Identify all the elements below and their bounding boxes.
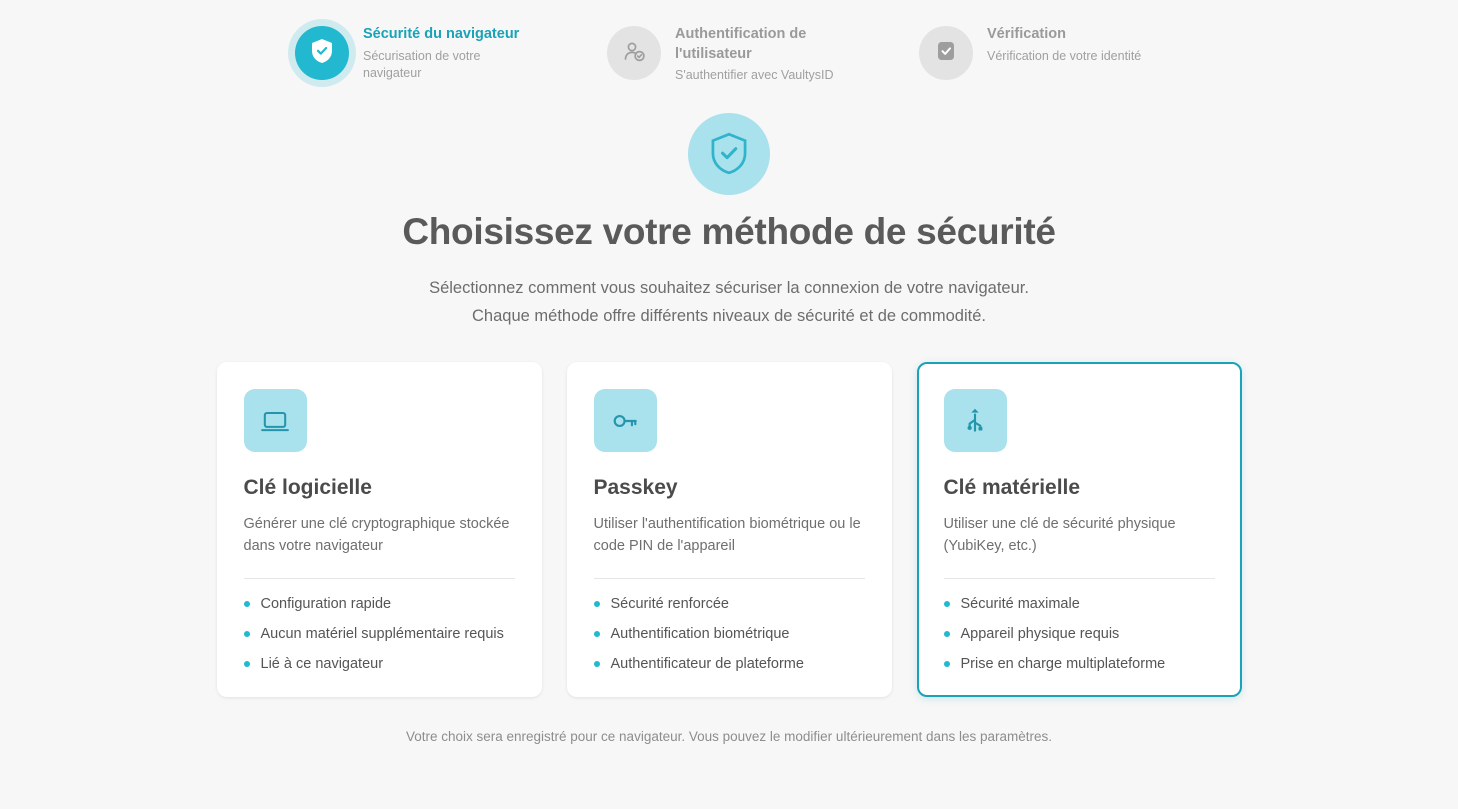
card-divider	[244, 578, 515, 579]
bullet-dot-icon	[244, 661, 250, 667]
laptop-icon	[244, 389, 307, 452]
bullet-dot-icon	[594, 661, 600, 667]
bullet-dot-icon	[944, 601, 950, 607]
bullet-dot-icon	[594, 601, 600, 607]
card-feature-item	[944, 596, 1215, 612]
usb-key-icon	[944, 389, 1007, 452]
card-feature-item	[244, 656, 515, 672]
step-subtitle: Sécurisation de votre navigateur	[363, 48, 481, 81]
key-icon	[594, 389, 657, 452]
stepper-step-user-authentication[interactable]	[607, 22, 851, 85]
user-check-icon	[621, 38, 647, 69]
bullet-dot-icon	[944, 631, 950, 637]
card-feature-label: Prise en charge multiplateforme	[960, 656, 1166, 673]
step-text	[363, 22, 539, 83]
stepper-step-browser-security[interactable]	[295, 22, 539, 83]
step-subtitle: S'authentifier avec VaultysID	[675, 68, 834, 83]
card-divider	[594, 578, 865, 579]
shield-check-icon	[309, 37, 335, 70]
bullet-dot-icon	[244, 631, 250, 637]
step-text	[987, 22, 1141, 65]
security-method-card-list	[0, 362, 1458, 697]
card-feature-item	[594, 656, 865, 672]
card-feature-label: Appareil physique requis	[960, 626, 1120, 643]
bullet-dot-icon	[594, 631, 600, 637]
card-feature-label: Aucun matériel supplémentaire requis	[260, 626, 504, 643]
card-feature-item	[944, 656, 1215, 672]
page-subtitle-line-1: Sélectionnez comment vous souhaitez sécuriser la connexion de votre navigateur.	[429, 278, 1029, 297]
card-description: Utiliser l'authentification biométrique ou le code PIN de l'appareil	[593, 516, 861, 554]
card-feature-label: Configuration rapide	[260, 596, 392, 613]
step-title: Vérification	[987, 26, 1066, 42]
security-method-card-passkey[interactable]	[567, 362, 892, 697]
card-feature-item	[594, 626, 865, 642]
card-feature-label: Sécurité renforcée	[610, 596, 729, 613]
step-title: Authentification de l'utilisateur	[675, 26, 807, 62]
step-subtitle: Vérification de votre identité	[987, 48, 1142, 63]
step-indicator-circle	[607, 26, 661, 80]
step-indicator-circle	[295, 26, 349, 80]
card-feature-label: Authentification biométrique	[610, 626, 790, 643]
card-description: Générer une clé cryptographique stockée dans votre navigateur	[243, 516, 510, 554]
card-feature-item	[944, 626, 1215, 642]
card-description: Utiliser une clé de sécurité physique (YubiKey, etc.)	[943, 516, 1176, 554]
footer-note: Votre choix sera enregistré pour ce navigateur. Vous pouvez le modifier ultérieurement dans les paramètres.	[405, 729, 1053, 745]
card-feature-label: Sécurité maximale	[960, 596, 1080, 613]
page-subtitle	[0, 274, 1458, 331]
page-title: Choisissez votre méthode de sécurité	[402, 210, 1056, 252]
card-title: Passkey	[593, 476, 678, 500]
card-feature-item	[244, 626, 515, 642]
card-title: Clé logicielle	[243, 476, 372, 500]
bullet-dot-icon	[244, 601, 250, 607]
card-feature-item	[594, 596, 865, 612]
card-divider	[944, 578, 1215, 579]
hero-shield-check-icon	[688, 113, 770, 195]
bullet-dot-icon	[944, 661, 950, 667]
page-subtitle-line-2: Chaque méthode offre différents niveaux de sécurité et de commodité.	[472, 307, 986, 325]
step-title: Sécurité du navigateur	[363, 26, 520, 42]
security-method-card-software-key[interactable]	[217, 362, 542, 697]
step-indicator-circle	[919, 26, 973, 80]
card-feature-label: Lié à ce navigateur	[260, 656, 384, 673]
check-badge-icon	[933, 38, 959, 69]
stepper-step-verification[interactable]	[919, 22, 1163, 80]
card-title: Clé matérielle	[943, 476, 1081, 500]
progress-stepper	[0, 0, 1458, 85]
security-method-card-hardware-key[interactable]	[917, 362, 1242, 697]
card-feature-label: Authentificateur de plateforme	[610, 656, 804, 673]
card-feature-item	[244, 596, 515, 612]
hero-section	[0, 113, 1458, 331]
step-text	[675, 22, 851, 85]
